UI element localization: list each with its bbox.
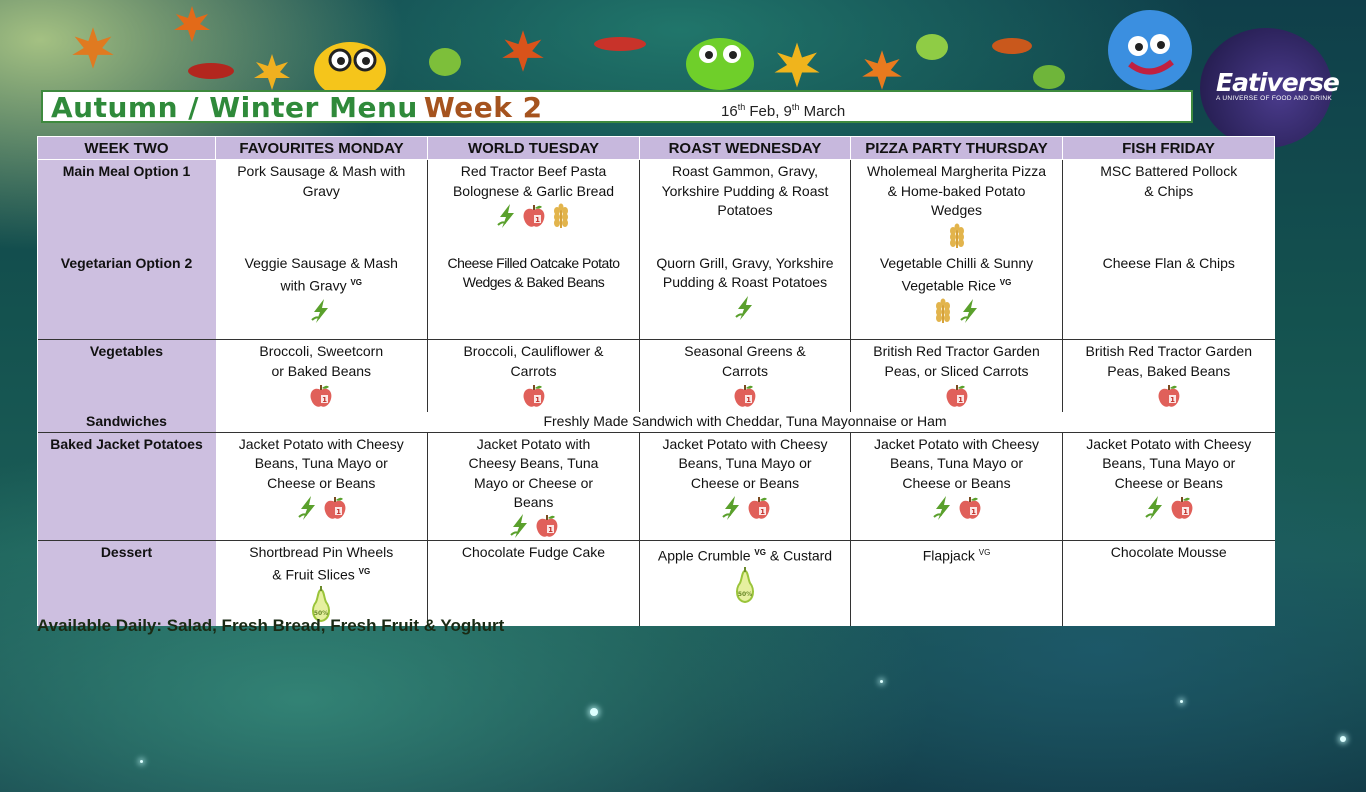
- sandwiches-all-week: Freshly Made Sandwich with Cheddar, Tuna Mayonnaise or Ham: [216, 412, 1275, 432]
- star: [1180, 700, 1183, 703]
- apple-five-a-day-icon: [1169, 495, 1195, 521]
- star: [1340, 736, 1346, 742]
- vegetables-tuesday: Broccoli, Cauliflower & Carrots: [428, 340, 640, 413]
- veg-monday: Veggie Sausage & Mash with Gravy $^{VG}$: [216, 252, 428, 340]
- menu-table: [37, 136, 1275, 626]
- header-friday: FISH FRIDAY: [1063, 137, 1275, 160]
- header-thursday: PIZZA PARTY THURSDAY: [851, 137, 1063, 160]
- icon-group: [220, 382, 424, 410]
- jacket-tuesday: Jacket Potato with Cheesy Beans, Tuna Mayo or Cheese or Beans: [428, 432, 640, 540]
- vegetarian-bolt-icon: [957, 298, 983, 324]
- oak-leaf-icon: [425, 44, 465, 80]
- header-tuesday: WORLD TUESDAY: [428, 137, 640, 160]
- vegetarian-bolt-icon: [494, 203, 520, 229]
- apple-five-a-day-icon: [957, 495, 983, 521]
- yellow-alien-mascot: [305, 30, 395, 94]
- veg-wednesday: Quorn Grill, Gravy, Yorkshire Pudding & Roast Potatoes: [640, 252, 851, 340]
- apple-five-a-day-icon: [732, 383, 758, 409]
- maple-leaf-icon: [172, 4, 212, 44]
- jacket-monday: Jacket Potato with Cheesy Beans, Tuna Mayo or Cheese or Beans: [216, 432, 428, 540]
- icon-group: [432, 202, 635, 230]
- header-monday: FAVOURITES MONDAY: [216, 137, 428, 160]
- fern-leaf-icon: [592, 32, 648, 56]
- icon-group: [220, 297, 424, 325]
- jacket-friday: Jacket Potato with Cheesy Beans, Tuna Mayo or Cheese or Beans: [1063, 432, 1275, 540]
- icon-group: [644, 382, 846, 410]
- title-bar: [41, 90, 1193, 123]
- week-label: Week 2: [423, 91, 543, 124]
- vegetarian-bolt-icon: [719, 495, 745, 521]
- icon-group: [644, 567, 846, 605]
- row-label-jacket: Baked Jacket Potatoes: [38, 432, 216, 540]
- main-monday: Pork Sausage & Mash with Gravy: [237, 163, 406, 199]
- pear-badge: 50%: [314, 610, 329, 618]
- apple-five-a-day-icon: [746, 495, 772, 521]
- jacket-potato-row: [38, 432, 1275, 540]
- wheat-icon: [944, 223, 970, 249]
- maple-leaf-icon: [500, 28, 546, 74]
- main-meal-row: [38, 160, 1275, 252]
- veg-thursday: Vegetable Chilli & Sunny Vegetable Rice $^{VG}$: [851, 252, 1063, 340]
- header-wednesday: ROAST WEDNESDAY: [640, 137, 851, 160]
- row-label-vegetarian: Vegetarian Option 2: [38, 252, 216, 340]
- icon-group: [432, 514, 635, 538]
- main-friday: MSC Battered Pollock & Chips: [1063, 160, 1275, 252]
- menu-dates: 16th Feb, 9th March: [721, 102, 846, 120]
- main-wednesday: Roast Gammon, Gravy, Yorkshire Pudding & Roast Potatoes: [640, 160, 851, 252]
- fern-leaf-icon: [186, 56, 236, 86]
- dessert-monday: Shortbread Pin Wheels & Fruit Slices $^{VG}$ 50%: [216, 540, 428, 626]
- vegetarian-bolt-icon: [732, 295, 758, 321]
- icon-group: [644, 294, 846, 322]
- vegetables-thursday: British Red Tractor Garden Peas, or Sliced Carrots: [851, 340, 1063, 413]
- maple-leaf-icon: [250, 52, 294, 92]
- icon-group: [644, 494, 846, 522]
- logo-name: Eativerse: [1216, 68, 1339, 97]
- veg-tuesday: Cheese Filled Oatcake Potato Wedges & Baked Beans: [428, 252, 640, 340]
- logo-tagline: A UNIVERSE OF FOOD AND DRINK: [1216, 95, 1333, 102]
- maple-leaf-icon: [70, 25, 116, 71]
- oak-leaf-icon: [912, 30, 952, 64]
- jacket-thursday: Jacket Potato with Cheesy Beans, Tuna Mayo or Cheese or Beans: [851, 432, 1063, 540]
- icon-group: [855, 222, 1058, 250]
- apple-five-a-day-icon: [1156, 383, 1182, 409]
- fern-leaf-icon: [990, 34, 1034, 58]
- row-label-dessert: Dessert: [38, 540, 216, 626]
- veg-friday: Cheese Flan & Chips: [1063, 252, 1275, 340]
- header-week: WEEK TWO: [38, 137, 216, 160]
- apple-five-a-day-icon: [944, 383, 970, 409]
- main-thursday: Wholemeal Margherita Pizza & Home-baked Potato Wedges: [851, 160, 1063, 252]
- header-row: [38, 137, 1275, 160]
- row-label-vegetables: Vegetables: [38, 340, 216, 413]
- oak-leaf-icon: [1030, 62, 1068, 92]
- vegetables-row: [38, 340, 1275, 413]
- apple-five-a-day-icon: [322, 495, 348, 521]
- dessert-wednesday: Apple Crumble $^{VG}$ & Custard 50%: [640, 540, 851, 626]
- vegetarian-bolt-icon: [295, 495, 321, 521]
- apple-five-a-day-icon: [521, 203, 547, 229]
- vegetarian-bolt-icon: [308, 298, 334, 324]
- dessert-thursday: Flapjack $^{VG}$: [851, 540, 1063, 626]
- icon-group: [855, 382, 1058, 410]
- star: [140, 760, 143, 763]
- icon-group: [220, 494, 424, 522]
- apple-five-a-day-icon: [308, 383, 334, 409]
- wheat-icon: [548, 203, 574, 229]
- pear-icon: [733, 567, 757, 605]
- wheat-icon: [930, 298, 956, 324]
- dessert-row: [38, 540, 1275, 626]
- main-tuesday: Red Tractor Beef Pasta Bolognese & Garlic Bread: [428, 160, 640, 252]
- page-title: [51, 92, 543, 123]
- icon-group: [432, 382, 635, 410]
- pear-badge: 50%: [737, 590, 753, 598]
- vegetables-monday: Broccoli, Sweetcorn or Baked Beans: [216, 340, 428, 413]
- available-daily-note: Available Daily: Salad, Fresh Bread, Fresh Fruit & Yoghurt: [37, 616, 505, 635]
- sandwiches-row: [38, 412, 1275, 432]
- row-label-main: Main Meal Option 1: [38, 160, 216, 252]
- apple-five-a-day-icon: [534, 513, 560, 539]
- star: [880, 680, 883, 683]
- vegetables-friday: British Red Tractor Garden Peas, Baked Beans: [1063, 340, 1275, 413]
- icon-group: [855, 494, 1058, 522]
- vegetarian-bolt-icon: [507, 513, 533, 539]
- vegetables-wednesday: Seasonal Greens & Carrots: [640, 340, 851, 413]
- apple-five-a-day-icon: [521, 383, 547, 409]
- star: [590, 708, 598, 716]
- maple-leaf-icon: [860, 48, 904, 92]
- icon-group: [855, 297, 1058, 325]
- vegetarian-row: [38, 252, 1275, 340]
- jacket-wednesday: Jacket Potato with Cheesy Beans, Tuna Mayo or Cheese or Beans: [640, 432, 851, 540]
- dessert-tuesday: Chocolate Fudge Cake: [428, 540, 640, 626]
- maple-leaf-icon: [772, 40, 822, 90]
- green-alien-mascot: [680, 28, 760, 90]
- blue-alien-mascot: [1100, 0, 1200, 92]
- menu-title: Autumn / Winter Menu: [51, 91, 418, 124]
- dessert-friday: Chocolate Mousse: [1063, 540, 1275, 626]
- vegetarian-bolt-icon: [930, 495, 956, 521]
- row-label-sandwiches: Sandwiches: [38, 412, 216, 432]
- icon-group: [1067, 382, 1271, 410]
- vegetarian-bolt-icon: [1142, 495, 1168, 521]
- icon-group: [1067, 494, 1271, 522]
